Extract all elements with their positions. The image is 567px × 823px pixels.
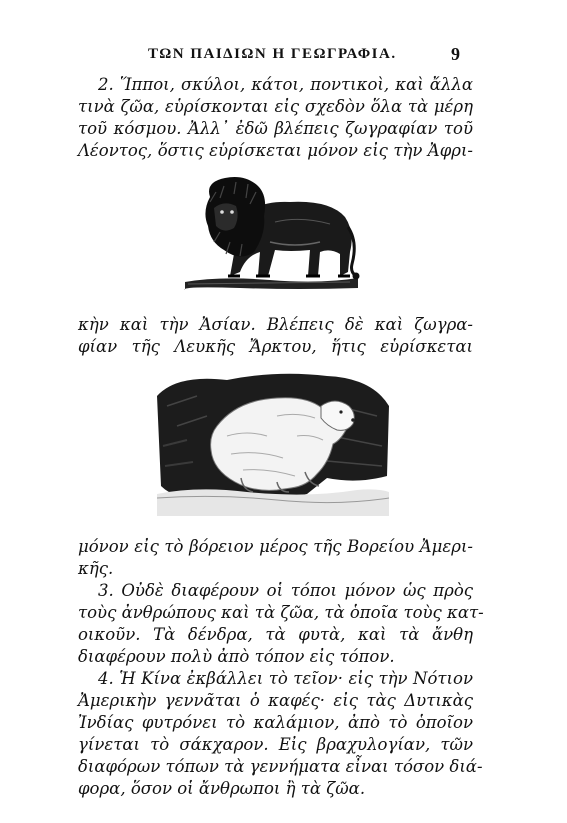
- text-line: οικοῦν. Τὰ δένδρα, τὰ φυτὰ, καὶ τὰ ἄνθη: [78, 625, 473, 644]
- lion-engraving-icon: [180, 172, 360, 297]
- running-head: [0, 46, 567, 68]
- text-line: τινὰ ζῶα, εὑρίσκονται εἰς σχεδὸν ὅλα τὰ μέρη: [78, 97, 473, 116]
- text-line: διαφέρουν πολὺ ἀπὸ τόπον εἰς τόπον.: [78, 647, 395, 666]
- text-line: διαφόρων τόπων τὰ γεννήματα εἶναι τόσον διά-: [78, 757, 483, 776]
- page-number: 9: [451, 44, 460, 64]
- text-line: Ἰνδίας φυτρόνει τὸ καλάμιον, ἀπὸ τὸ ὁποῖον: [78, 713, 473, 732]
- text-line: μόνον εἰς τὸ βόρειον μέρος τῆς Βορείου Ἀμερι-: [78, 537, 473, 556]
- text-line: 2. Ἵπποι, σκύλοι, κάτοι, ποντικοὶ, καὶ ἄλλα: [98, 75, 473, 94]
- text-line: τοῦ κόσμου. Ἀλλ᾽ ἐδῶ βλέπεις ζωγραφίαν τοῦ: [78, 119, 473, 138]
- text-line: φορα, ὅσον οἱ ἄνθρωποι ἢ τὰ ζῶα.: [78, 779, 366, 798]
- text-line: 3. Οὐδὲ διαφέρουν οἱ τόποι μόνον ὡς πρὸς: [98, 581, 473, 600]
- text-line: Λέοντος, ὅστις εὑρίσκεται μόνον εἰς τὴν Ἀφρι-: [78, 141, 473, 160]
- text-line: κὴν καὶ τὴν Ἀσίαν. Βλέπεις δὲ καὶ ζωγρα-: [78, 315, 473, 334]
- polar-bear-engraving-icon: [157, 366, 389, 516]
- running-title: ΤΩΝ ΠΑΙΔΙΩΝ Η ΓΕΩΓΡΑΦΙΑ.: [148, 46, 397, 62]
- text-line: γίνεται τὸ σάκχαρον. Εἰς βραχυλογίαν, τῶν: [78, 735, 473, 754]
- text-line: κῆς.: [78, 559, 114, 578]
- text-line: τοὺς ἀνθρώπους καὶ τὰ ζῶα, τὰ ὁποῖα τοὺς κατ-: [78, 603, 484, 622]
- text-line: 4. Ἡ Κίνα ἐκβάλλει τὸ τεῖον· εἰς τὴν Νότιον: [98, 669, 473, 688]
- text-line: φίαν τῆς Λευκῆς Ἄρκτου, ἥτις εὑρίσκεται: [78, 337, 473, 356]
- text-line: Ἀμερικὴν γεννᾶται ὁ καφές· εἰς τὰς Δυτικὰς: [78, 691, 473, 710]
